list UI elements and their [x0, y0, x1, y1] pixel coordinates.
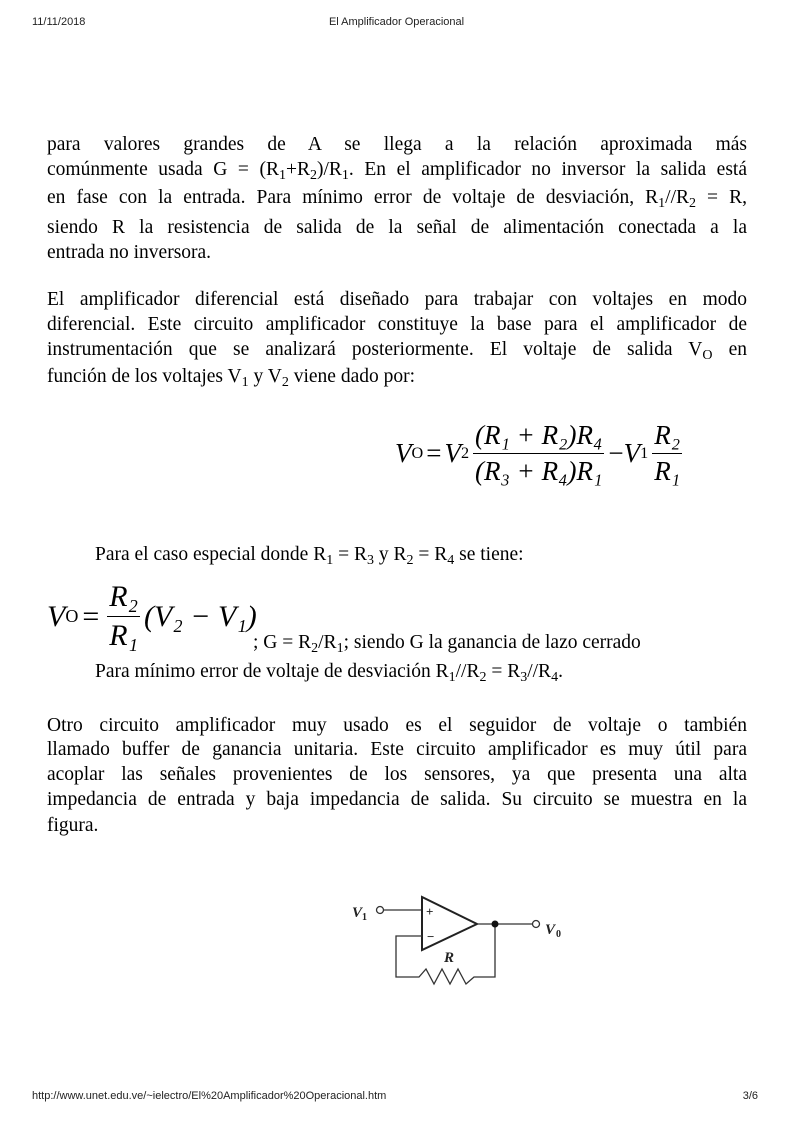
junction-dot-icon — [492, 921, 499, 928]
text-line — [47, 289, 747, 311]
symbol-v: V — [395, 438, 412, 468]
text-segment: y V — [248, 366, 282, 387]
subscript: 1 — [640, 444, 649, 462]
paragraph-3 — [95, 544, 793, 566]
text-segment: y R — [373, 544, 407, 565]
subscript: 4 — [447, 553, 455, 568]
numerator: R₂ — [107, 580, 140, 617]
print-date: 11/11/2018 — [32, 16, 86, 28]
subscript: 2 — [406, 553, 414, 568]
text-line — [47, 739, 747, 761]
text-segment: acoplar las señales provenientes de los sensores, ya que presenta una alta — [47, 764, 747, 785]
text-segment: /R — [318, 632, 337, 653]
subscript: 2 — [479, 670, 487, 685]
text-segment: diferencial. Este circuito amplificador constituye la base para el amplificador de — [47, 314, 747, 335]
subscript: 1 — [658, 196, 666, 211]
text-segment: ; G = R — [253, 632, 312, 653]
text-segment: . — [558, 661, 563, 682]
input-label: V — [352, 905, 363, 921]
non-inverting-input-sign: + — [426, 904, 434, 919]
denominator: R₁ — [654, 456, 681, 486]
text-segment: en — [712, 339, 747, 360]
numerator: R₂ — [652, 420, 682, 454]
text-line — [47, 815, 747, 837]
subscript: 2 — [460, 444, 470, 462]
text-line — [47, 159, 747, 181]
subscript: 1 — [341, 168, 349, 183]
subscript: O — [65, 606, 79, 626]
output-terminal-icon — [533, 921, 540, 928]
text-segment: se tiene: — [454, 544, 524, 565]
page-number: 3/6 — [742, 1090, 758, 1102]
voltage-follower-circuit — [340, 880, 580, 1000]
subscript: 1 — [241, 375, 249, 390]
text-line — [47, 217, 747, 239]
text-segment: llamado buffer de ganancia unitaria. Este circuito amplificador es muy útil para — [47, 739, 747, 760]
text-segment: Para el caso especial donde R — [95, 544, 327, 565]
text-segment: en fase con la entrada. Para mínimo error de voltaje de desviación, R — [47, 187, 659, 208]
offset-error-line — [95, 661, 793, 683]
subscript: 2 — [689, 196, 697, 211]
text-segment: comúnmente usada G = (R — [47, 159, 279, 180]
text-segment: //R — [455, 661, 480, 682]
minus-sign: − — [608, 438, 624, 468]
text-segment: instrumentación que se analizará posteriormente. El voltaje de salida V — [47, 339, 703, 360]
text-segment: función de los voltajes V — [47, 366, 242, 387]
text-line — [47, 134, 747, 156]
text-segment: = R — [413, 544, 448, 565]
text-segment: //R — [665, 187, 690, 208]
text-segment: +R — [285, 159, 310, 180]
text-segment: impedancia de entrada y baja impedancia de salida. Su circuito se muestra en la — [47, 789, 747, 810]
equation-special-case — [47, 580, 257, 653]
text-segment: figura. — [47, 815, 99, 836]
page-url: http://www.unet.edu.ve/~ielectro/El%20Amplificador%20Operacional.htm — [32, 1090, 387, 1102]
subscript: 1 — [336, 641, 344, 656]
text-segment: para valores grandes de A se llega a la relación aproximada más — [47, 134, 747, 155]
text-segment: viene dado por: — [288, 366, 416, 387]
text-segment: entrada no inversora. — [47, 242, 212, 263]
text-line — [47, 242, 747, 264]
fraction — [473, 420, 604, 487]
input-terminal-icon — [377, 907, 384, 914]
fraction — [652, 420, 682, 487]
text-segment: . En el amplificador no inversor la salida está — [348, 159, 747, 180]
text-line — [47, 789, 747, 811]
output-label-subscript: 0 — [556, 929, 561, 940]
subscript: 3 — [520, 670, 528, 685]
subscript: 1 — [278, 168, 286, 183]
input-label-subscript: 1 — [362, 912, 367, 923]
symbol-v: V — [444, 438, 461, 468]
symbol-v: V — [623, 438, 641, 468]
equation-differential — [395, 420, 686, 487]
text-line — [47, 715, 747, 737]
text-segment: El amplificador diferencial está diseñado para trabajar con voltajes en modo — [47, 289, 747, 310]
denominator: R₁ — [109, 619, 139, 652]
text-segment: Para mínimo error de voltaje de desviación R — [95, 661, 449, 682]
symbol-v: V — [47, 599, 66, 633]
numerator: (R₁ + R₂)R₄ — [473, 420, 604, 454]
text-line — [47, 187, 747, 209]
text-segment: siendo R la resistencia de salida de la señal de alimentación conectada a la — [47, 217, 747, 238]
text-segment: ; siendo G la ganancia de lazo cerrado — [343, 632, 641, 653]
subscript: 2 — [311, 641, 319, 656]
subscript: 2 — [281, 375, 289, 390]
text-line — [47, 339, 747, 361]
equals-sign: = — [82, 599, 100, 633]
subscript: O — [702, 348, 713, 363]
voltage-difference: (V₂ − V₁) — [144, 599, 257, 633]
text-segment: = R — [486, 661, 521, 682]
text-segment: //R — [527, 661, 552, 682]
subscript: 2 — [310, 168, 317, 183]
subscript: O — [411, 444, 424, 462]
denominator: (R₃ + R₄)R₁ — [475, 456, 603, 486]
inverting-input-sign: − — [427, 929, 435, 944]
gain-line — [253, 632, 793, 654]
equals-sign: = — [426, 438, 442, 468]
text-segment: = R, — [696, 187, 747, 208]
subscript: 3 — [366, 553, 374, 568]
text-line — [47, 764, 747, 786]
text-line — [47, 366, 747, 388]
page-title: El Amplificador Operacional — [328, 16, 465, 28]
text-segment: = R — [333, 544, 367, 565]
text-segment: )/R — [317, 159, 342, 180]
fraction — [107, 580, 140, 653]
text-segment: Otro circuito amplificador muy usado es el seguidor de voltaje o también — [47, 715, 747, 736]
output-label: V — [545, 922, 556, 938]
subscript: 1 — [326, 553, 334, 568]
subscript: 1 — [448, 670, 456, 685]
text-line — [47, 314, 747, 336]
resistor-label: R — [444, 950, 455, 966]
subscript: 4 — [551, 670, 559, 685]
